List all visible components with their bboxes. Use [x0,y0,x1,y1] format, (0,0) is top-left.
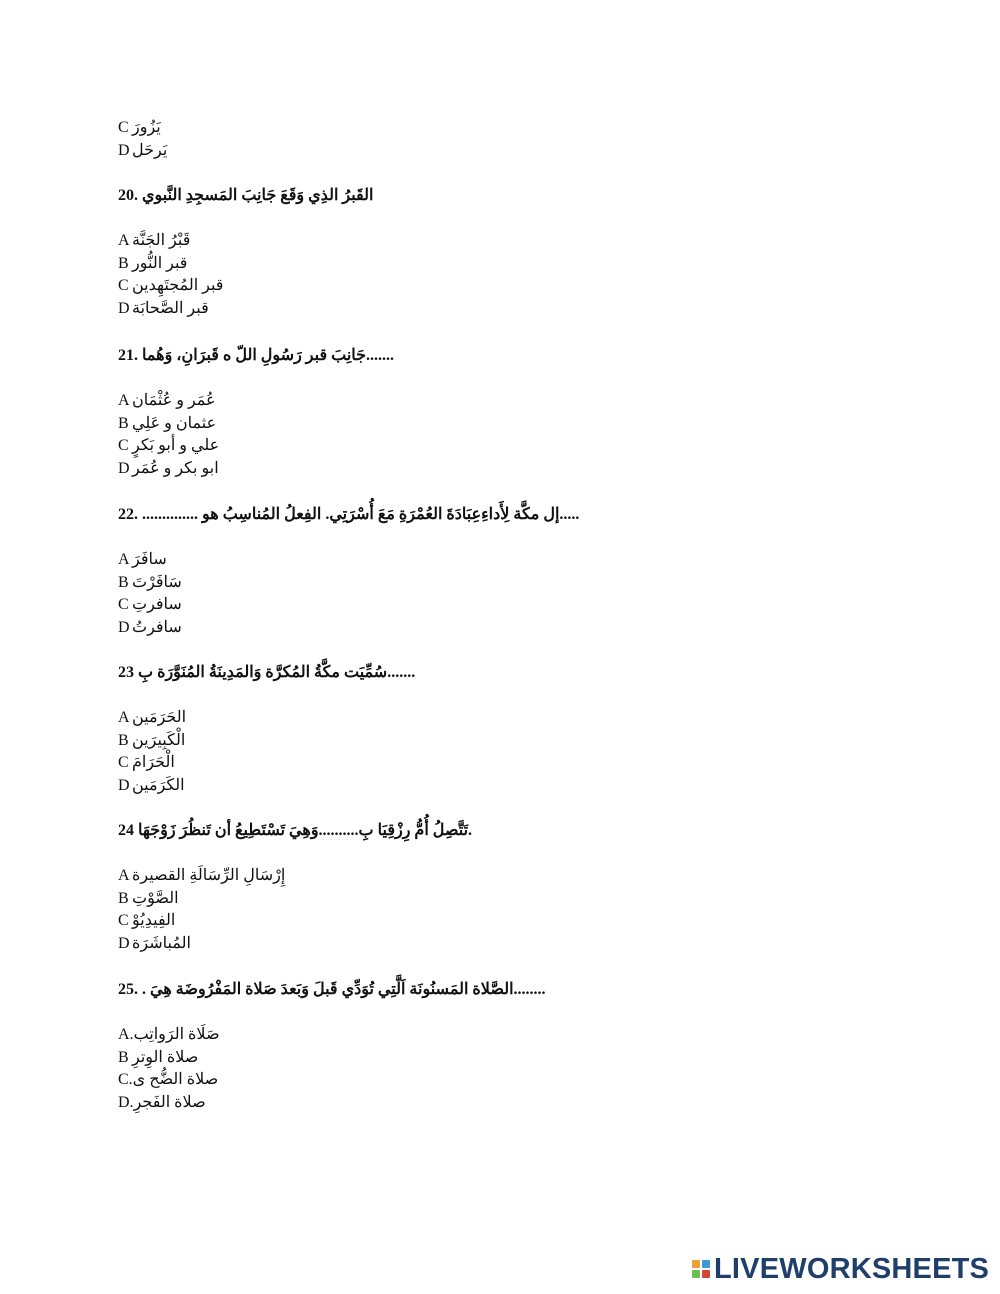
option-text: المُباشَرَة [132,934,191,952]
option-line [118,1092,546,1115]
option-text: سافرتُ [132,618,182,636]
option-text: الفِيدِيُوْ [132,912,176,929]
question-text: .......سُمِّيَت مكَّةُ المُكرَّة وَالمَدِينَةُ المُنَوَّرَة بِ [138,664,416,681]
option-letter: B [118,889,129,907]
option-text: قبر الصَّحابَة [132,299,209,317]
brand-name: LIVEWORKSHEETS [714,1252,990,1285]
liveworksheets-logo-icon [692,1260,710,1278]
option-letter: A [118,709,130,726]
option-line [118,933,472,956]
logo-square-icon [692,1260,700,1268]
question-number: 24 [118,822,134,839]
option-text: صَلَاة الرَواتِب [133,1026,220,1043]
question-text-line [118,661,415,685]
option-letter: C [118,119,129,136]
logo-square-icon [692,1270,700,1278]
option-letter: C [118,754,129,771]
question-text: القَبرُ الذِي وَقَعَ جَانِبَ المَسجِدِ النَّبوي [142,187,374,204]
option-line [118,140,167,163]
question-text-line [118,503,579,527]
liveworksheets-footer [692,1253,989,1285]
option-text: عثمان و عَلِي [132,414,217,432]
option-line [118,390,394,413]
option-letter: D [118,618,130,636]
option-letter: B [118,731,129,749]
option-line [118,775,415,798]
question-text: .تَتَّصِلُ أُمُّ رِزْقِيَا بِ..........وَهِيَ تَسْتَطِيعُ أن تَنظُرَ زَوْجَهَا [138,822,473,839]
top-options [118,117,167,162]
option-letter: C [118,277,129,294]
question-text: ........الصَّلاة المَسنُونَة اَلَّتِي تُوَدِّي قَبلَ وَبَعدَ صَلاة المَفْرُوضَة هِيَ [150,981,546,998]
question-21 [118,344,394,480]
question-text: .......جَانِبَ قبر رَسُولِ اللّ ه قَبرَانِ، وَهُما [142,347,395,364]
option-text: قبر المُجتَهِدين [132,277,224,294]
option-line [118,298,373,321]
option-letter: A [118,232,130,249]
option-letter: D [118,299,130,317]
option-text: صلاة الضُّح ى [132,1071,219,1088]
question-text-line [118,184,373,208]
option-text: سافَرَ [132,551,167,568]
question-23 [118,661,415,797]
option-letter: B [118,1048,129,1066]
option-letter: D. [118,1093,134,1111]
option-letter: C [118,596,129,613]
option-line [118,275,373,298]
option-line [118,707,415,730]
question-number: 22. .............. [118,506,198,523]
question-number: 20. [118,187,138,204]
option-letter: A. [118,1026,134,1043]
option-letter: A [118,867,130,884]
option-text: الْكَبِيرَين [132,731,186,749]
option-line [118,117,167,140]
question-24 [118,819,472,955]
option-line [118,888,472,911]
option-line [118,413,394,436]
option-line [118,458,394,481]
option-text: يَزُورَ [132,119,161,136]
option-text: يَرحَل [132,141,168,159]
option-line [118,549,579,572]
option-letter: C. [118,1071,133,1088]
option-text: الْحَرَامَ [132,754,175,771]
option-line [118,594,579,617]
question-20 [118,184,373,320]
question-22 [118,503,579,639]
option-text: إِرْسَالِ الرِّسَالَةِ القصيرة [132,867,286,884]
option-letter: A [118,551,130,568]
question-25 [118,978,546,1114]
option-letter: C [118,912,129,929]
option-text: سافرتِ [132,596,182,613]
option-text: قَبْرُ الجَنَّة [132,232,191,249]
option-text: سَافَرْتَ [132,573,182,591]
option-line [118,1047,546,1070]
option-letter: D [118,459,130,477]
option-text: الحَرَمَين [132,709,187,726]
option-letter: B [118,414,129,432]
question-text-line [118,344,394,368]
option-text: الكَرَمَين [132,776,185,794]
option-line [118,572,579,595]
option-letter: D [118,776,130,794]
option-line [118,752,415,775]
option-line [118,253,373,276]
question-text: .....إل مكَّة لِأَداءِعِبَادَةَ العُمْرَةِ مَعَ أُسْرَتِي. الفِعلُ المُناسِبُ هو [202,506,580,523]
logo-square-icon [702,1270,710,1278]
question-text-line [118,978,546,1002]
option-line [118,1024,546,1047]
option-letter: B [118,254,129,272]
option-text: قبر النُّور [132,254,188,272]
option-text: ابو بكر و عُمَر [132,459,219,477]
option-line [118,230,373,253]
option-letter: C [118,437,129,454]
question-number: 23 [118,664,134,681]
option-line [118,865,472,888]
option-line [118,435,394,458]
option-text: صلاة الوِترِ [132,1048,199,1066]
option-letter: D [118,934,130,952]
option-line [118,617,579,640]
option-line [118,910,472,933]
option-text: علي و أبو بَكرٍ [132,437,220,454]
option-line [118,730,415,753]
option-letter: B [118,573,129,591]
option-line [118,1069,546,1092]
logo-square-icon [702,1260,710,1268]
option-letter: A [118,392,130,409]
question-text-line [118,819,472,843]
question-number: 21. [118,347,138,364]
option-text: صلاة الفَجرِ [133,1093,206,1111]
question-number: 25. . [118,981,146,998]
option-letter: D [118,141,130,159]
option-text: الصَّوْتِ [132,889,179,907]
option-text: عُمَر و عُثْمَان [132,392,216,409]
